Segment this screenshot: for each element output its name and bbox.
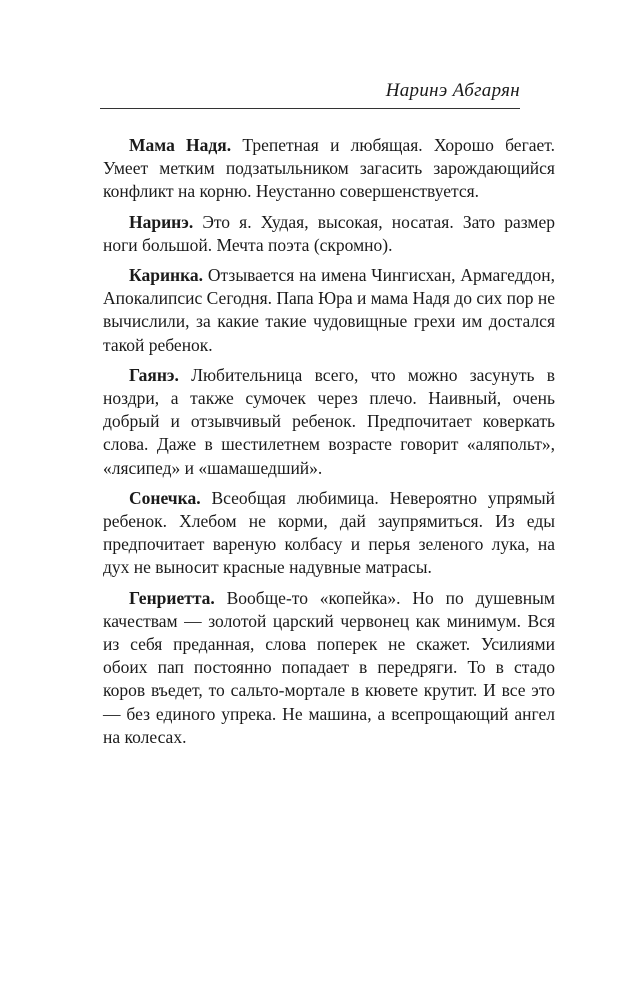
character-description: Трепетная и любящая. Хорошо бегает. Умеет метким подзатыльником загасить зарождающийся конфликт на корню. Неустанно совершенствуется. <box>103 135 555 202</box>
paragraph <box>103 364 555 480</box>
character-name: Генриетта. <box>129 587 215 608</box>
paragraph <box>103 134 555 204</box>
character-name: Наринэ. <box>129 211 194 232</box>
character-name: Сонечка. <box>129 487 201 508</box>
character-description: Всеобщая любимица. Невероятно упрямый ребенок. Хлебом не корми, дай заупрямиться. Из еды предпочитает вареную колбасу и перья зеленого лука, на дух не выносит красные надувные матрасы. <box>103 487 555 578</box>
character-description: Это я. Худая, высокая, носатая. Зато размер ноги большой. Мечта поэта (скромно). <box>103 211 555 255</box>
running-header: Наринэ Абгарян <box>100 80 520 109</box>
paragraph <box>103 264 555 357</box>
character-name: Мама Надя. <box>129 135 232 155</box>
body-text <box>103 134 555 756</box>
character-name: Каринка. <box>129 265 204 286</box>
paragraph <box>103 487 555 580</box>
paragraph <box>103 587 555 749</box>
character-description: Вообще-то «копейка». Но по душевным качествам — золотой царский червонец как минимум. Вся из себя преданная, слова поперек не скажет. Усилиями обоих пап постоянно попадает в передряги. То в стадо коров въедет, то сальто-мортале в кювете крутит. И все это — без единого упрека. Не машина, а всепрощающий ангел на колесах. <box>103 587 555 747</box>
paragraph <box>103 211 555 257</box>
character-description: Любительница всего, что можно засунуть в ноздри, а также сумочек через плечо. Наивный, очень добрый и отзывчивый ребенок. Предпочитает коверкать слова. Даже в шестилетнем возрасте говорит «аляпольт», «лясипед» и «шамашедший». <box>103 364 555 478</box>
character-name: Гаянэ. <box>129 364 179 385</box>
character-description: Отзывается на имена Чингисхан, Армагеддон, Апокалипсис Сегодня. Папа Юра и мама Надя до сих пор не вычислили, за какие такие чудовищные грехи им достался такой ребенок. <box>103 265 555 355</box>
